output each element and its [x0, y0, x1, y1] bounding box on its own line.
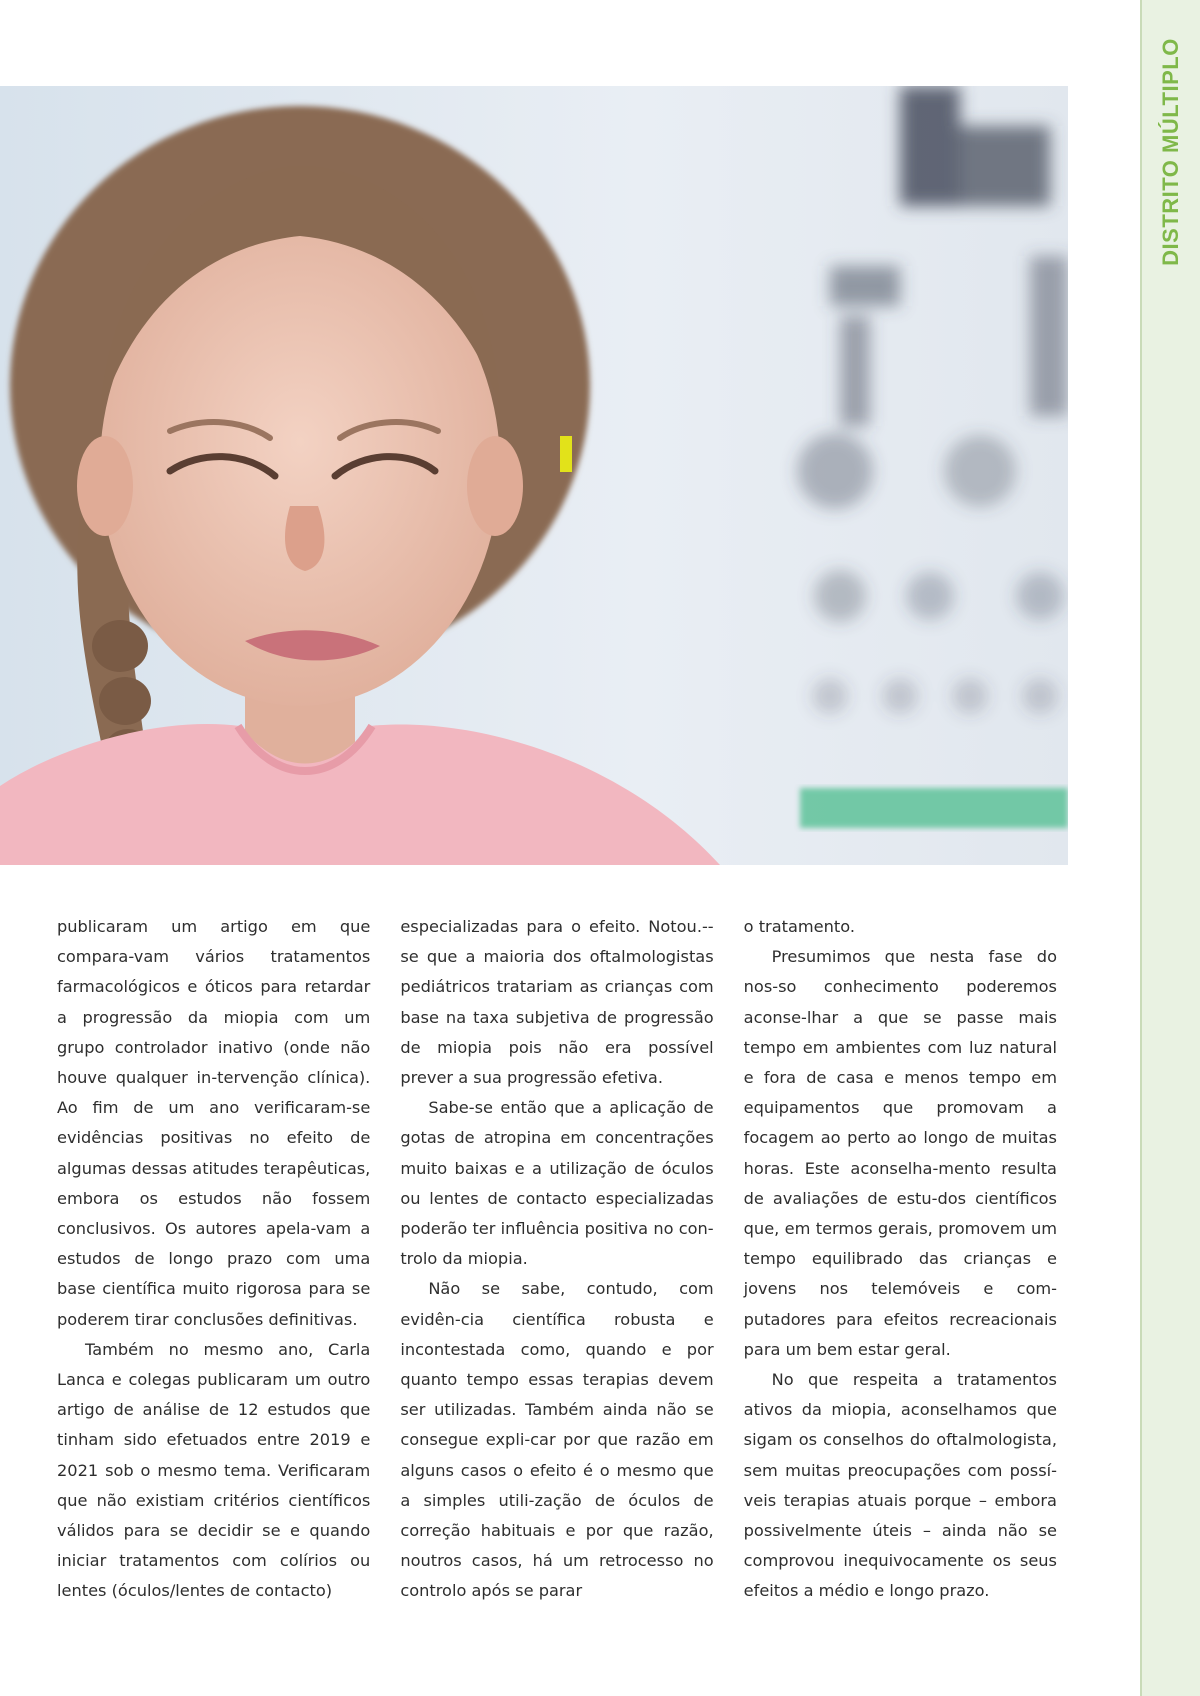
- text-column-1: [57, 912, 370, 1607]
- paragraph: publicaram um artigo em que compara-vam vários tratamentos farmacológicos e óticos para retardar a progressão da miopia com um grupo controlador inativo (onde não houve qualquer in-tervenção clínica). Ao fim de um ano verificaram-se evidências positivas no efeito de algumas dessas atitudes terapêuticas, embora os estudos não fossem conclusivos. Os autores apela-vam a estudos de longo prazo com uma base científica muito rigorosa para se poderem tirar conclusões definitivas.: [57, 917, 371, 1329]
- paragraph: Também no mesmo ano, Carla Lanca e colegas publicaram um outro artigo de análise de 12 estudos que tinham sido efetuados entre 2019 e 2021 sob o mesmo tema. Verificaram que não existiam critérios científicos válidos para se decidir se e quando iniciar tratamentos com colírios ou lentes (óculos/lentes de contacto): [57, 1339, 371, 1601]
- text-column-2: [400, 912, 713, 1607]
- paragraph: especializadas para o efeito. Notou.--se que a maioria dos oftalmologistas pediátricos tratariam as crianças com base na taxa subjetiva de progressão de miopia pois não era possível prever a sua progressão efetiva.: [400, 917, 714, 1088]
- article-photo: [0, 86, 1068, 865]
- paragraph: Sabe-se então que a aplicação de gotas de atropina em concentrações muito baixas e a utilização de óculos ou lentes de contacto especializadas poderão ter influência positiva no con-trolo da miopia.: [400, 1098, 714, 1269]
- article-body: [57, 912, 1057, 1607]
- section-label: [1155, 38, 1187, 266]
- eye-chart-green-line: [800, 788, 1068, 828]
- yellow-marker: [560, 436, 572, 472]
- paragraph: No que respeita a tratamentos ativos da miopia, aconselhamos que sigam os conselhos do oftalmologista, sem muitas preocupações com possí-veis terapias atuais porque – embora possivelmente úteis – ainda não se comprovou inequivocamente os seus efeitos a médio e longo prazo.: [743, 1370, 1057, 1601]
- paragraph: o tratamento.: [743, 917, 855, 936]
- paragraph: Presumimos que nesta fase do nos-so conhecimento poderemos aconse-lhar a que se passe mais tempo em ambientes com luz natural e fora de casa e menos tempo em equipamentos que promovam a focagem ao perto ao longo de muitas horas. Este aconselha-mento resulta de avaliações de estu-dos científicos que, em termos gerais, promovem um tempo equilibrado das crianças e jovens nos telemóveis e com-putadores para efeitos recreacionais para um bem estar geral.: [743, 947, 1057, 1359]
- paragraph: Não se sabe, contudo, com evidên-cia científica robusta e incontestada como, quando e por quanto tempo essas terapias devem ser utilizadas. Também ainda não se consegue expli-car por que razão em alguns casos o efeito é o mesmo que a simples utili-zação de óculos de correção habituais e por que razão, noutros casos, há um retrocesso no controlo após se parar: [400, 1279, 714, 1601]
- section-label-text: DISTRITO MÚLTIPLO: [1158, 38, 1183, 266]
- child-squinting-illustration: [0, 86, 1068, 865]
- text-column-3: [744, 912, 1057, 1607]
